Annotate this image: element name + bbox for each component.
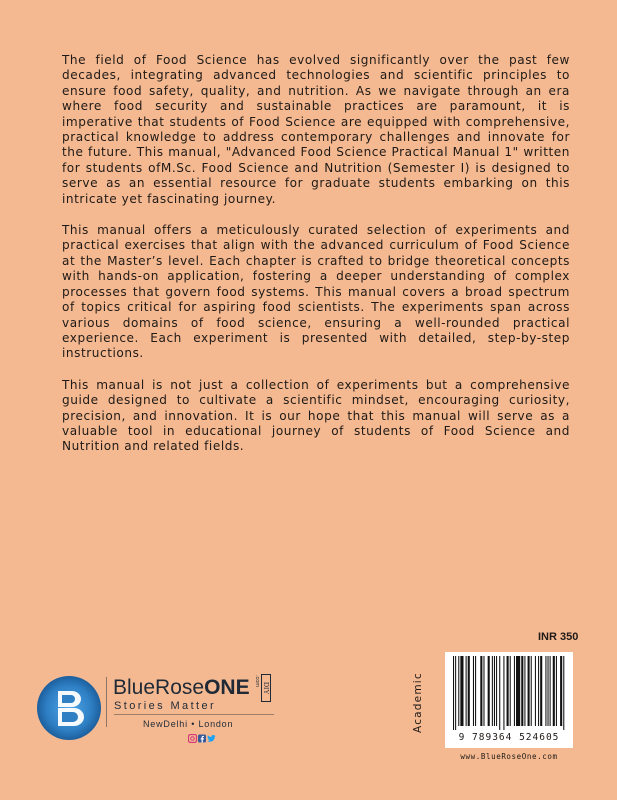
barcode-bar bbox=[560, 656, 562, 726]
publisher-dotcom: .com bbox=[254, 675, 260, 687]
publisher-name-part1: BlueRose bbox=[113, 676, 205, 699]
description-paragraph-3: This manual is not just a collection of experiments but a comprehensive guide designed to cultivate a scientific mindset, encouraging curiosity, precision, and innovation. It is our hope that this manual will serve as a valuable tool in educational journey of students of Food Science and Nutrition and related fields. bbox=[62, 377, 570, 454]
publisher-tagline: Stories Matter bbox=[114, 700, 217, 712]
description-paragraph-1: The field of Food Science has evolved significantly over the past few decades, integrating advanced technologies and scientific principles to ensure food safety, quality, and nutrition. As we navigate through an era where food security and sustainable practices are paramount, it is imperative that students of Food Science are equipped with comprehensive, practical knowledge to address contemporary challenges and innovate for the future. This manual, "Advanced Food Science Practical Manual 1" written for students ofM.Sc. Food Science and Nutrition (Semester I) is designed to serve as an essential resource for graduate students embarking on this intricate yet fascinating journey. bbox=[62, 53, 570, 206]
barcode-bar bbox=[538, 656, 539, 726]
barcode-bar bbox=[531, 656, 532, 726]
barcode-bars bbox=[445, 652, 573, 732]
barcode-bar bbox=[475, 656, 476, 726]
category-label: Academic bbox=[412, 672, 424, 734]
publisher-website: www.BlueRoseOne.com bbox=[460, 752, 558, 761]
facebook-icon bbox=[198, 735, 206, 743]
barcode-bar bbox=[494, 656, 495, 726]
barcode-bar bbox=[488, 656, 490, 726]
publisher-locations: NewDelhi • London bbox=[143, 719, 234, 729]
barcode-bar bbox=[499, 656, 500, 730]
barcode-bar bbox=[455, 656, 456, 730]
logo-divider bbox=[106, 677, 107, 727]
barcode-bar bbox=[466, 656, 467, 726]
price-label: INR 350 bbox=[538, 631, 579, 643]
barcode-bar bbox=[514, 656, 515, 726]
barcode-bar bbox=[496, 656, 497, 726]
isbn-number: 9 789364 524605 bbox=[458, 732, 560, 743]
instagram-icon bbox=[189, 735, 197, 743]
barcode-bar bbox=[468, 656, 470, 726]
tagline-underline bbox=[114, 714, 274, 715]
barcode-bar bbox=[548, 656, 549, 726]
barcode-bar bbox=[483, 656, 484, 726]
barcode-bar bbox=[473, 656, 474, 726]
barcode-bar bbox=[460, 656, 463, 726]
barcode-bar bbox=[556, 656, 557, 726]
back-cover-description bbox=[62, 53, 570, 471]
social-icons bbox=[188, 734, 216, 743]
barcode-bar bbox=[458, 656, 459, 726]
description-paragraph-2: This manual offers a meticulously curated selection of experiments and practical exercises that align with the advanced curriculum of Food Science at the Master’s level. Each chapter is crafted to bridge theoretical concepts with hands-on application, fostering a deeper understanding of complex processes that govern food systems. This manual covers a broad spectrum of topics critical for aspiring food scientists. The experiments span across various domains of food science, ensuring a well-rounded practical experience. Each experiment is presented with detailed, step-by-step instructions. bbox=[62, 223, 570, 361]
barcode-bar bbox=[492, 656, 493, 726]
publisher-name-part2: ONE bbox=[204, 676, 250, 699]
barcode-bar bbox=[521, 656, 523, 726]
publisher-name bbox=[113, 676, 250, 700]
barcode-bar bbox=[540, 656, 542, 726]
barcode-bar bbox=[535, 656, 536, 726]
isbn-barcode bbox=[445, 652, 573, 748]
barcode-bar bbox=[480, 656, 482, 726]
barcode-bar bbox=[516, 656, 520, 726]
barcode-bar bbox=[545, 656, 546, 726]
barcode-bar bbox=[453, 656, 454, 730]
publisher-diy-badge: DIY bbox=[261, 674, 271, 702]
barcode-bar bbox=[507, 656, 509, 726]
barcode-bar bbox=[553, 656, 555, 726]
barcode-bar bbox=[503, 656, 504, 730]
barcode-bar bbox=[563, 656, 564, 730]
bluerose-logo-icon bbox=[36, 675, 102, 741]
barcode-bar bbox=[550, 656, 551, 726]
barcode-bar bbox=[510, 656, 511, 726]
barcode-bar bbox=[528, 656, 530, 726]
barcode-bar bbox=[524, 656, 525, 726]
twitter-icon bbox=[207, 735, 215, 742]
